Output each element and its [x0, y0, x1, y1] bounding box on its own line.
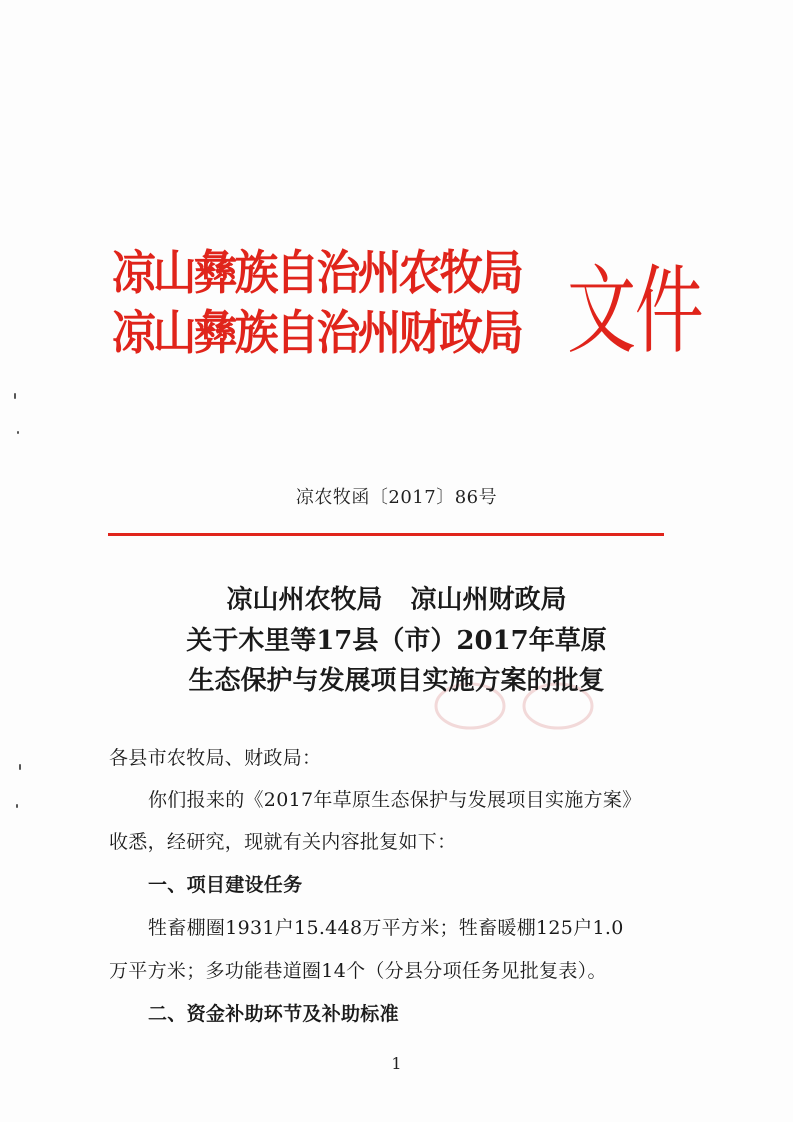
paragraph-2-line-1: 牲畜棚圈1931户15.448万平方米；牲畜暖棚125户1.0 [148, 917, 624, 939]
document-title-line-2: 关于木里等17县（市）2017年草原 [186, 626, 607, 656]
red-separator-line [108, 533, 664, 536]
scan-speck [19, 764, 21, 770]
document-number: 凉农牧函〔2017〕86号 [295, 487, 498, 508]
paragraph-1-line-2: 收悉，经研究，现就有关内容批复如下： [109, 831, 457, 853]
scan-speck [14, 393, 16, 399]
letterhead-agency-1: 凉山彝族自治州农牧局 [112, 246, 522, 301]
section-heading-2: 二、资金补助环节及补助标准 [148, 1003, 399, 1025]
scan-speck [16, 804, 18, 808]
paragraph-1-line-1: 你们报来的《2017年草原生态保护与发展项目实施方案》 [148, 789, 642, 811]
section-heading-1: 一、项目建设任务 [148, 874, 303, 896]
letterhead-agency-2: 凉山彝族自治州财政局 [112, 306, 522, 361]
letterhead-doc-type: 文件 [567, 255, 703, 367]
title-issuer-1: 凉山州农牧局 [226, 585, 383, 615]
paragraph-2-line-2: 万平方米；多功能巷道圈14个（分县分项任务见批复表）。 [109, 960, 607, 982]
letterhead [112, 246, 703, 386]
title-issuer-2: 凉山州财政局 [410, 585, 567, 615]
page-number: 1 [391, 1054, 402, 1073]
document-title-line-3: 生态保护与发展项目实施方案的批复 [188, 666, 605, 696]
addressee: 各县市农牧局、财政局： [109, 747, 322, 769]
document-title-line-1 [0, 583, 793, 617]
scan-speck [17, 431, 19, 434]
